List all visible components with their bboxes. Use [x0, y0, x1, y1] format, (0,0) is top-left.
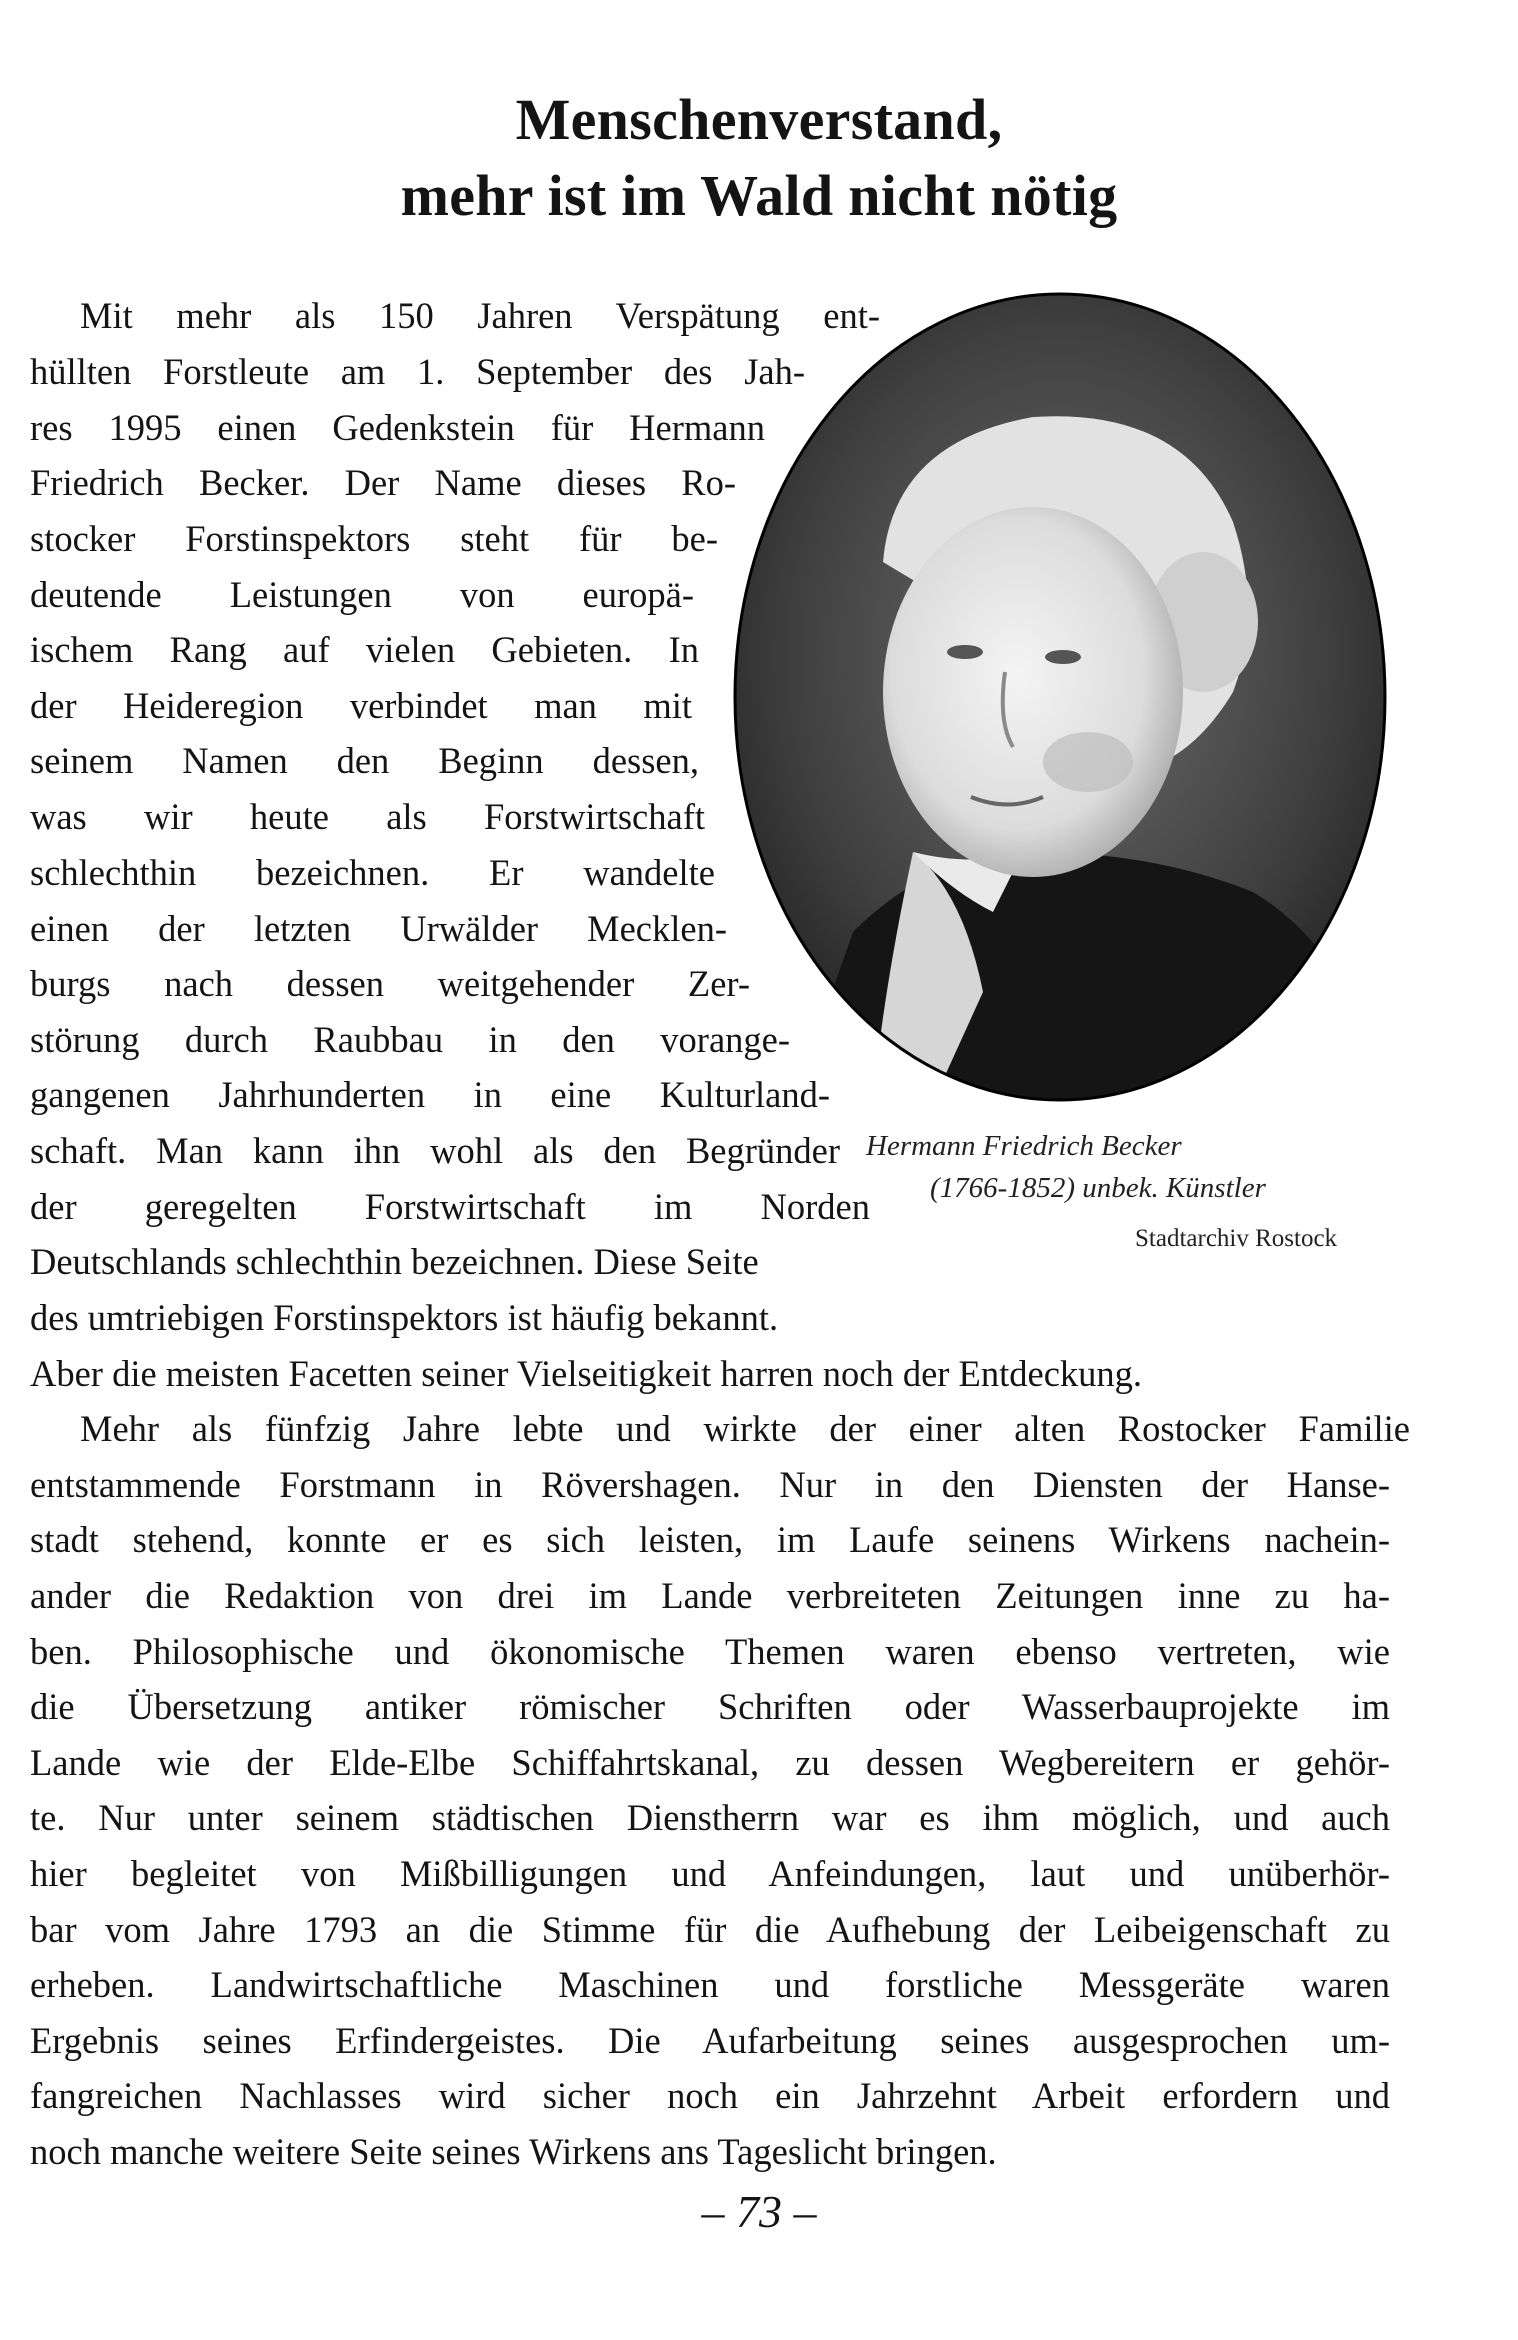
body-line: ischem Rang auf vielen Gebieten. In — [30, 629, 699, 670]
body-line: hier begleitet von Mißbilligungen und Anfeindungen, laut und unüberhör- — [30, 1853, 1390, 1894]
body-line: einen der letzten Urwälder Mecklen- — [30, 908, 727, 949]
body-line: burgs nach dessen weitgehender Zer- — [30, 963, 750, 1004]
body-line: Friedrich Becker. Der Name dieses Ro- — [30, 462, 736, 503]
body-line: stadt stehend, konnte er es sich leisten, im Laufe seinens Wirkens nachein- — [30, 1519, 1390, 1560]
portrait-caption-name: Hermann Friedrich Becker — [866, 1130, 1182, 1162]
body-line: die Übersetzung antiker römischer Schriften oder Wasserbauprojekte im — [30, 1686, 1390, 1727]
body-line: stocker Forstinspektors steht für be- — [30, 518, 718, 559]
title-line-2: mehr ist im Wald nicht nötig — [400, 163, 1118, 228]
body-line: schlechthin bezeichnen. Er wandelte — [30, 852, 715, 893]
body-line: der geregelten Forstwirtschaft im Norden — [30, 1186, 870, 1227]
body-line: Mit mehr als 150 Jahren Verspätung ent- — [80, 295, 880, 336]
page-title — [0, 82, 1518, 234]
portrait-image — [733, 292, 1388, 1102]
body-line: ander die Redaktion von drei im Lande verbreiteten Zeitungen inne zu ha- — [30, 1575, 1390, 1616]
body-line: noch manche weitere Seite seines Wirkens ans Tageslicht bringen. — [30, 2131, 997, 2172]
body-line: res 1995 einen Gedenkstein für Hermann — [30, 407, 765, 448]
body-line: hüllten Forstleute am 1. September des Jah- — [30, 351, 805, 392]
body-line: des umtriebigen Forstinspektors ist häufig bekannt. — [30, 1297, 779, 1338]
body-line: Deutschlands schlechthin bezeichnen. Diese Seite — [30, 1241, 759, 1282]
body-line: Mehr als fünfzig Jahre lebte und wirkte der einer alten Rostocker Familie — [80, 1408, 1410, 1449]
body-line: schaft. Man kann ihn wohl als den Begründer — [30, 1130, 840, 1171]
body-line: seinem Namen den Beginn dessen, — [30, 740, 699, 781]
portrait-caption-dates: (1766-1852) unbek. Künstler — [930, 1172, 1266, 1204]
title-line-1: Menschenverstand, — [515, 87, 1003, 152]
body-line: fangreichen Nachlasses wird sicher noch ein Jahrzehnt Arbeit erfordern und — [30, 2075, 1390, 2116]
body-line: was wir heute als Forstwirtschaft — [30, 796, 705, 837]
portrait-credit: Stadtarchiv Rostock — [1135, 1225, 1338, 1252]
body-line: deutende Leistungen von europä- — [30, 574, 694, 615]
body-line: erheben. Landwirtschaftliche Maschinen und forstliche Messgeräte waren — [30, 1964, 1390, 2005]
body-line: ben. Philosophische und ökonomische Themen waren ebenso vertreten, wie — [30, 1631, 1390, 1672]
body-line: störung durch Raubbau in den vorange- — [30, 1019, 790, 1060]
body-line: der Heideregion verbindet man mit — [30, 685, 692, 726]
page-number: – 73 – — [701, 2186, 817, 2237]
body-line: Ergebnis seines Erfindergeistes. Die Aufarbeitung seines ausgesprochen um- — [30, 2020, 1390, 2061]
body-line: te. Nur unter seinem städtischen Dienstherrn war es ihm möglich, und auch — [30, 1797, 1390, 1838]
body-line: bar vom Jahre 1793 an die Stimme für die Aufhebung der Leibeigenschaft zu — [30, 1909, 1390, 1950]
body-line: gangenen Jahrhunderten in eine Kulturland- — [30, 1074, 830, 1115]
body-line: entstammende Forstmann in Rövershagen. Nur in den Diensten der Hanse- — [30, 1464, 1390, 1505]
body-line: Aber die meisten Facetten seiner Vielseitigkeit harren noch der Entdeckung. — [30, 1353, 1143, 1394]
body-line: Lande wie der Elde-Elbe Schiffahrtskanal, zu dessen Wegbereitern er gehör- — [30, 1742, 1390, 1783]
